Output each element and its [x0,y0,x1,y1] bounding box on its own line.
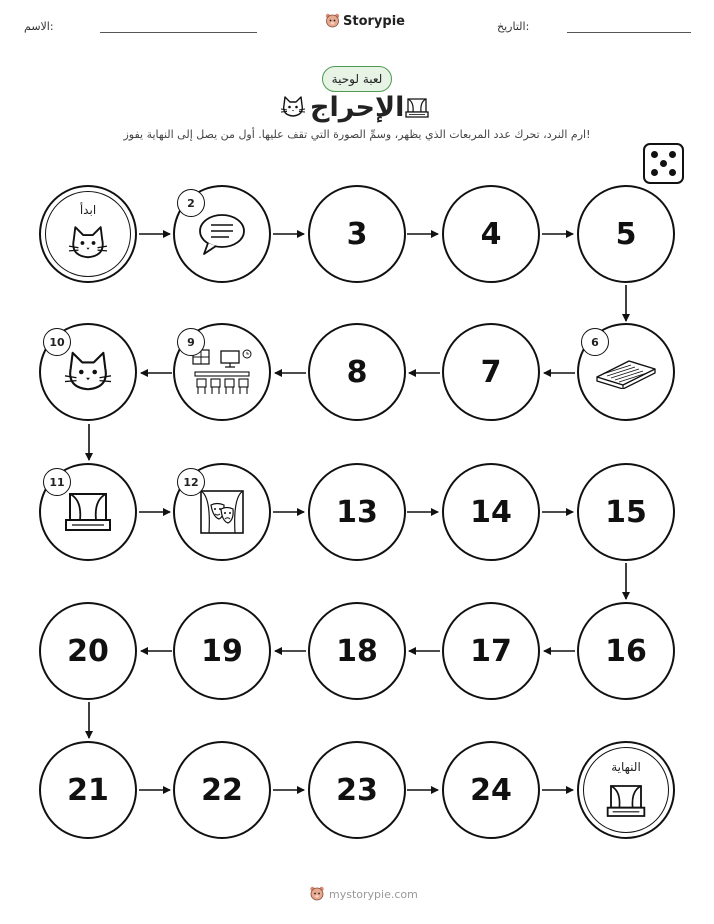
start-label: ابدأ [79,203,97,217]
classroom-icon [191,348,253,396]
board-cell-17[interactable] [442,602,540,700]
cell-number: 22 [201,772,243,808]
cell-number-badge: 9 [177,328,205,356]
cell-number: 20 [67,633,109,669]
cell-number: 8 [346,354,368,390]
cell-number: 19 [201,633,243,669]
board-cell-finish[interactable] [577,741,675,839]
footer-site[interactable]: mystorypie.com [329,887,418,901]
brand-name: Storypie [343,13,405,29]
cell-number: 3 [346,216,368,252]
board-cell-8[interactable] [308,323,406,421]
cell-number-badge: 12 [177,468,205,496]
cell-number: 17 [470,633,512,669]
board-cell-5[interactable] [577,185,675,283]
board-cell-start[interactable] [39,185,137,283]
cell-number: 24 [470,772,512,808]
cell-number: 15 [605,494,647,530]
board-cell-21[interactable] [39,741,137,839]
board-cell-15[interactable] [577,463,675,561]
board-cell-20[interactable] [39,602,137,700]
instructions: ارم النرد، تحرك عدد المربعات الذي يظهر، وسمِّ الصورة التي تقف عليها. أول من يصل إلى النهاية يفوز! [123,128,591,141]
cell-number-badge: 10 [43,328,71,356]
board-cell-23[interactable] [308,741,406,839]
board-cell-19[interactable] [173,602,271,700]
board-cell-13[interactable] [308,463,406,561]
wooden-board-icon [595,355,657,389]
cat-icon [67,224,109,262]
cell-number: 16 [605,633,647,669]
board-cell-22[interactable] [173,741,271,839]
board-cell-3[interactable] [308,185,406,283]
stage-icon [63,488,113,536]
cell-number: 14 [470,494,512,530]
date-label: التاريخ: [497,20,530,33]
cell-number: 7 [480,354,502,390]
cell-number: 23 [336,772,378,808]
theater-masks-icon [197,487,247,537]
board-cell-24[interactable] [442,741,540,839]
cell-number-badge: 6 [581,328,609,356]
board-game-tag: لعبة لوحية [322,66,392,92]
stage-icon [606,781,646,821]
cell-number: 13 [336,494,378,530]
cell-number: 18 [336,633,378,669]
board-cell-7[interactable] [442,323,540,421]
name-label: الاسم: [24,20,54,33]
board-cell-16[interactable] [577,602,675,700]
board-cell-4[interactable] [442,185,540,283]
board-cell-18[interactable] [308,602,406,700]
cell-number-badge: 2 [177,189,205,217]
cell-number-badge: 11 [43,468,71,496]
cell-number: 4 [480,216,502,252]
cat-icon [63,349,113,395]
page-title: الإحراج [310,92,405,123]
bear-logo-icon [309,886,325,902]
footer [309,886,418,902]
cell-number: 5 [615,216,637,252]
finish-label: النهاية [611,760,641,774]
board-cell-14[interactable] [442,463,540,561]
cell-number: 21 [67,772,109,808]
speech-bubble-icon [197,211,247,257]
